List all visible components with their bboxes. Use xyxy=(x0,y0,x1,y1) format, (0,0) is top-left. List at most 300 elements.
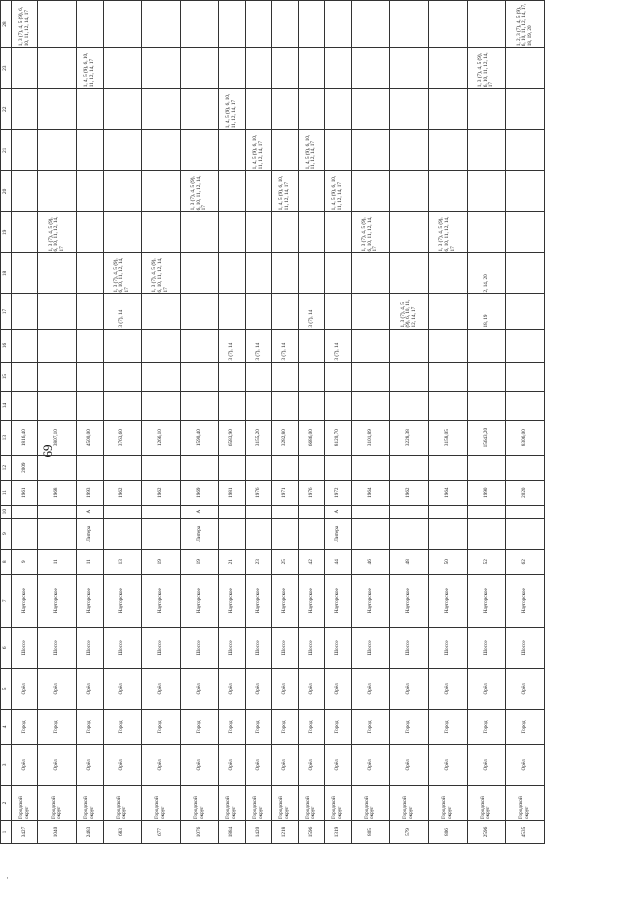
table-cell: Шоссе xyxy=(351,627,390,668)
table-cell: Орёл xyxy=(180,668,219,709)
table-cell: Городской округ xyxy=(467,785,506,820)
table-cell xyxy=(390,1,429,48)
table-cell xyxy=(467,130,506,171)
table-cell xyxy=(180,212,219,253)
table-cell xyxy=(77,294,103,329)
table-cell: Шоссе xyxy=(390,627,429,668)
table-cell: 1, 3 (7), 4, 5 (9), 6, 10, 11, 12, 14, 17 xyxy=(351,212,390,253)
table-cell xyxy=(325,212,351,253)
column-header: 10 xyxy=(1,505,12,518)
column-header: 6 xyxy=(1,627,12,668)
column-header: 18 xyxy=(1,253,12,294)
table-cell xyxy=(142,294,181,329)
table-cell xyxy=(298,518,324,549)
table-cell xyxy=(77,329,103,362)
table-cell: 3 (7), 14 xyxy=(103,294,142,329)
table-cell xyxy=(390,391,429,420)
table-cell: Шоссе xyxy=(506,627,545,668)
table-cell: 21 xyxy=(219,549,245,574)
table-cell xyxy=(272,1,298,48)
table-cell xyxy=(180,294,219,329)
table-cell xyxy=(428,455,467,480)
table-cell: 1, 4, 5 (9), 6, 10, 11, 12, 14, 17 xyxy=(245,130,271,171)
table-cell: 3 (7), 14 xyxy=(298,294,324,329)
table-cell: 13 xyxy=(103,549,142,574)
table-cell: Город xyxy=(103,709,142,744)
table-cell: Литера xyxy=(77,518,103,549)
table-cell: Орёл xyxy=(38,744,77,785)
table-cell: 1076 xyxy=(180,820,219,843)
table-cell xyxy=(103,171,142,212)
table-body xyxy=(12,1,545,844)
table-cell xyxy=(180,130,219,171)
table-cell: 805 xyxy=(351,820,390,843)
table-cell: Наугорское xyxy=(77,574,103,627)
table-cell xyxy=(12,89,38,130)
table-cell xyxy=(103,48,142,89)
table-cell xyxy=(38,171,77,212)
table-cell: Орёл xyxy=(219,744,245,785)
column-header: 7 xyxy=(1,574,12,627)
table-cell: Шоссе xyxy=(12,627,38,668)
table-cell: Орёл xyxy=(351,668,390,709)
table-cell xyxy=(428,391,467,420)
table-cell: Орёл xyxy=(325,744,351,785)
table-cell xyxy=(325,362,351,391)
table-cell: 18, 19 xyxy=(467,294,506,329)
table-cell: 1961 xyxy=(12,480,38,505)
table-cell: А xyxy=(77,505,103,518)
table-cell xyxy=(506,391,545,420)
table-cell xyxy=(103,505,142,518)
table-cell xyxy=(12,391,38,420)
table-cell xyxy=(428,294,467,329)
table-cell: Орёл xyxy=(142,668,181,709)
table-cell: 2009 xyxy=(12,455,38,480)
table-cell xyxy=(103,212,142,253)
table-cell: Орёл xyxy=(245,744,271,785)
table-cell xyxy=(506,130,545,171)
table-cell xyxy=(298,329,324,362)
table-cell: Городской округ xyxy=(12,785,38,820)
table-cell xyxy=(103,455,142,480)
table-cell xyxy=(272,455,298,480)
table-cell: Наугорское xyxy=(142,574,181,627)
table-cell xyxy=(428,505,467,518)
table-cell: 1, 3 (7), 4, 5 (9), 6, 10, 11, 12, 14, 17 xyxy=(180,171,219,212)
table-cell: 42 xyxy=(298,549,324,574)
table-cell: Орёл xyxy=(103,668,142,709)
table-cell xyxy=(390,130,429,171)
table-cell: Наугорское xyxy=(467,574,506,627)
table-cell xyxy=(12,212,38,253)
table-cell: 52 xyxy=(467,549,506,574)
table-cell xyxy=(245,48,271,89)
table-cell xyxy=(428,1,467,48)
table-row xyxy=(428,1,467,844)
table-cell xyxy=(77,130,103,171)
table-cell: Орёл xyxy=(298,668,324,709)
table-cell xyxy=(77,1,103,48)
table-cell: Орёл xyxy=(325,668,351,709)
table-cell xyxy=(325,391,351,420)
table-cell xyxy=(103,362,142,391)
table-cell xyxy=(12,505,38,518)
table-row xyxy=(180,1,219,844)
table-cell xyxy=(77,391,103,420)
table-cell: Шоссе xyxy=(142,627,181,668)
column-header: 15 xyxy=(1,362,12,391)
table-cell: Орёл xyxy=(272,744,298,785)
table-cell xyxy=(103,518,142,549)
table-cell: Городской округ xyxy=(428,785,467,820)
table-cell xyxy=(351,48,390,89)
table-cell: 11 xyxy=(38,549,77,574)
table-cell xyxy=(245,253,271,294)
table-cell xyxy=(142,455,181,480)
table-cell xyxy=(298,253,324,294)
table-cell xyxy=(12,130,38,171)
table-cell: 2483 xyxy=(77,820,103,843)
table-cell xyxy=(38,518,77,549)
table-cell: 1218 xyxy=(272,820,298,843)
table-cell xyxy=(506,294,545,329)
table-row xyxy=(38,1,77,844)
table-cell: 19 xyxy=(142,549,181,574)
table-cell: 1, 3 (7), 4, 5 (9), 6, 10, 11, 12, 14, 17 xyxy=(428,212,467,253)
table-cell xyxy=(219,48,245,89)
table-cell xyxy=(219,1,245,48)
table-cell xyxy=(325,48,351,89)
table-cell: 1964 xyxy=(351,480,390,505)
table-cell xyxy=(77,455,103,480)
table-cell xyxy=(467,505,506,518)
table-cell: Орёл xyxy=(351,744,390,785)
table-cell xyxy=(219,455,245,480)
table-cell xyxy=(245,518,271,549)
table-cell: Шоссе xyxy=(38,627,77,668)
table-cell xyxy=(38,362,77,391)
table-cell: Наугорское xyxy=(12,574,38,627)
table-cell: 6583,90 xyxy=(219,420,245,455)
table-cell: Город xyxy=(390,709,429,744)
table-cell xyxy=(467,212,506,253)
table-cell xyxy=(245,505,271,518)
table-cell xyxy=(325,89,351,130)
column-header: 28 xyxy=(1,1,12,48)
table-cell xyxy=(506,362,545,391)
table-cell: 1, 3 (7), 4, 5 (9), 6, 10, 11, 12, 14, 17 xyxy=(12,1,38,48)
table-cell xyxy=(12,294,38,329)
table-cell xyxy=(245,1,271,48)
table-cell xyxy=(390,329,429,362)
table-cell xyxy=(272,505,298,518)
table-cell xyxy=(103,1,142,48)
table-cell xyxy=(12,48,38,89)
table-cell: Городской округ xyxy=(351,785,390,820)
table-cell: Городской округ xyxy=(77,785,103,820)
table-cell: 1, 4, 5 (9), 6, 10, 11, 12, 14, 17 xyxy=(77,48,103,89)
table-cell: Городской округ xyxy=(245,785,271,820)
table-cell: 1, 3 (7), 4, 5 (9), 6, 10, 11, 12, 14, 17 xyxy=(103,253,142,294)
table-cell xyxy=(351,294,390,329)
table-cell: Наугорское xyxy=(219,574,245,627)
table-cell: 46 xyxy=(351,549,390,574)
table-cell xyxy=(351,329,390,362)
table-cell: Орёл xyxy=(245,668,271,709)
table-cell xyxy=(38,294,77,329)
table-cell xyxy=(38,455,77,480)
table-cell: Город xyxy=(180,709,219,744)
table-cell: Городской округ xyxy=(298,785,324,820)
table-cell: 8120,70 xyxy=(325,420,351,455)
table-cell: Наугорское xyxy=(272,574,298,627)
table-cell xyxy=(428,518,467,549)
table-cell xyxy=(142,362,181,391)
table-cell: Город xyxy=(142,709,181,744)
table-cell: 1962 xyxy=(103,480,142,505)
table-cell xyxy=(245,171,271,212)
table-cell: Орёл xyxy=(467,744,506,785)
stray-mark: · xyxy=(6,873,9,883)
table-cell xyxy=(467,455,506,480)
table-cell xyxy=(506,89,545,130)
table-cell: Шоссе xyxy=(103,627,142,668)
table-cell xyxy=(298,89,324,130)
table-cell xyxy=(298,212,324,253)
column-header: 3 xyxy=(1,744,12,785)
table-cell xyxy=(428,362,467,391)
table-cell: Наугорское xyxy=(298,574,324,627)
table-cell: Шоссе xyxy=(245,627,271,668)
table-cell: Орёл xyxy=(77,668,103,709)
table-cell xyxy=(245,212,271,253)
table-cell: 1968 xyxy=(38,480,77,505)
table-cell xyxy=(467,329,506,362)
table-cell: Городской округ xyxy=(38,785,77,820)
table-cell: 3 (7), 14 xyxy=(272,329,298,362)
table-cell: 3155,20 xyxy=(245,420,271,455)
table-cell xyxy=(390,362,429,391)
table-cell: 3763,60 xyxy=(103,420,142,455)
table-cell xyxy=(351,518,390,549)
table-row xyxy=(12,1,38,844)
table-cell xyxy=(142,391,181,420)
table-cell: 1, 4, 5 (9), 6, 10, 11, 12, 14, 17 xyxy=(298,130,324,171)
table-cell xyxy=(142,518,181,549)
table-cell: 1, 3 (7), 4, 5 (9), 6, 10, 11, 12, 14, 17 xyxy=(142,253,181,294)
table-cell: 1, 3 (7), 4, 5 (9), 6, 10, 11, 12, 14, 17 xyxy=(38,212,77,253)
table-cell xyxy=(506,48,545,89)
table-row xyxy=(467,1,506,844)
table-cell: 1266,10 xyxy=(142,420,181,455)
table-row xyxy=(298,1,324,844)
table-cell: 4500,00 xyxy=(77,420,103,455)
table-cell: Город xyxy=(467,709,506,744)
column-number-row xyxy=(1,1,12,844)
table-cell xyxy=(245,455,271,480)
table-cell: Наугорское xyxy=(38,574,77,627)
table-cell: Городской округ xyxy=(103,785,142,820)
table-cell xyxy=(390,171,429,212)
table-cell: Городской округ xyxy=(390,785,429,820)
table-cell xyxy=(298,505,324,518)
table-cell xyxy=(245,294,271,329)
table-cell: 4535 xyxy=(506,820,545,843)
table-cell xyxy=(142,89,181,130)
table-cell: 677 xyxy=(142,820,181,843)
table-cell xyxy=(219,130,245,171)
table-cell xyxy=(506,171,545,212)
table-cell xyxy=(12,329,38,362)
table-cell: Город xyxy=(351,709,390,744)
table-cell xyxy=(180,1,219,48)
table-cell xyxy=(351,89,390,130)
table-cell xyxy=(219,362,245,391)
table-cell xyxy=(180,329,219,362)
table-cell: Город xyxy=(77,709,103,744)
table-cell: Шоссе xyxy=(298,627,324,668)
table-cell xyxy=(245,391,271,420)
table-cell xyxy=(351,171,390,212)
table-cell xyxy=(325,294,351,329)
table-cell xyxy=(428,171,467,212)
table-cell xyxy=(77,362,103,391)
table-cell xyxy=(142,505,181,518)
table-cell: 3228,38 xyxy=(390,420,429,455)
column-header: 2 xyxy=(1,785,12,820)
table-cell xyxy=(219,294,245,329)
table-cell: 1, 4, 5 (9), 6, 10, 11, 12, 14, 17 xyxy=(272,171,298,212)
table-cell xyxy=(38,391,77,420)
table-cell xyxy=(298,362,324,391)
table-cell xyxy=(103,329,142,362)
table-cell xyxy=(38,89,77,130)
table-cell xyxy=(38,48,77,89)
table-cell: 1976 xyxy=(298,480,324,505)
table-cell: 19 xyxy=(180,549,219,574)
table-cell xyxy=(390,253,429,294)
column-header: 20 xyxy=(1,171,12,212)
table-cell: Орёл xyxy=(142,744,181,785)
table-cell: Шоссе xyxy=(325,627,351,668)
table-cell xyxy=(428,130,467,171)
table-cell xyxy=(428,329,467,362)
table-cell: Шоссе xyxy=(77,627,103,668)
column-header: 14 xyxy=(1,391,12,420)
table-cell: Город xyxy=(272,709,298,744)
table-cell: Литера xyxy=(180,518,219,549)
table-cell xyxy=(219,171,245,212)
table-cell: 1884 xyxy=(219,820,245,843)
table-cell: Наугорское xyxy=(180,574,219,627)
table-cell: 1420 xyxy=(245,820,271,843)
table-cell: Городской округ xyxy=(325,785,351,820)
table-cell: 683 xyxy=(103,820,142,843)
table-cell: Город xyxy=(12,709,38,744)
table-cell: 15643,20 xyxy=(467,420,506,455)
table-cell: 1319 xyxy=(325,820,351,843)
table-cell xyxy=(390,505,429,518)
table-cell: 1, 3 (7), 4, 5 (9), 6, 10, 11, 12, 14, 17 xyxy=(390,294,429,329)
table-cell: 579 xyxy=(390,820,429,843)
table-cell xyxy=(12,253,38,294)
table-cell xyxy=(351,455,390,480)
table-cell xyxy=(103,89,142,130)
table-cell xyxy=(298,455,324,480)
table-cell xyxy=(219,212,245,253)
table-cell xyxy=(12,171,38,212)
table-cell: Орёл xyxy=(180,744,219,785)
table-cell: А xyxy=(180,505,219,518)
table-cell: 44 xyxy=(325,549,351,574)
table-cell xyxy=(298,48,324,89)
table-cell: Наугорское xyxy=(390,574,429,627)
table-cell: 3 (7), 14 xyxy=(325,329,351,362)
table-cell xyxy=(77,171,103,212)
page-number: 69 xyxy=(40,444,55,458)
table-cell xyxy=(272,253,298,294)
table-cell xyxy=(325,1,351,48)
table-row xyxy=(390,1,429,844)
table-cell: Орёл xyxy=(428,744,467,785)
table-cell: Орёл xyxy=(219,668,245,709)
table-cell xyxy=(351,505,390,518)
table-row xyxy=(272,1,298,844)
column-header: 11 xyxy=(1,480,12,505)
table-cell: Город xyxy=(428,709,467,744)
table-cell: Городской округ xyxy=(142,785,181,820)
table-cell: 3158,05 xyxy=(428,420,467,455)
table-cell: 1, 4, 5 (9), 6, 10, 11, 12, 14, 17 xyxy=(219,89,245,130)
table-cell xyxy=(245,362,271,391)
column-header: 19 xyxy=(1,212,12,253)
table-cell xyxy=(272,130,298,171)
table-cell xyxy=(506,253,545,294)
table-cell: 3 (7), 14 xyxy=(219,329,245,362)
column-header: 22 xyxy=(1,89,12,130)
column-header: 5 xyxy=(1,668,12,709)
table-cell xyxy=(38,329,77,362)
table-cell: Город xyxy=(298,709,324,744)
table-cell: Наугорское xyxy=(506,574,545,627)
column-header: 13 xyxy=(1,420,12,455)
table-cell xyxy=(325,253,351,294)
table-row xyxy=(351,1,390,844)
table-cell: 1969 xyxy=(180,480,219,505)
table-cell: Шоссе xyxy=(180,627,219,668)
table-cell xyxy=(180,362,219,391)
table-cell xyxy=(12,518,38,549)
table-cell: 2, 14, 20 xyxy=(467,253,506,294)
table-cell xyxy=(467,518,506,549)
table-row xyxy=(506,1,545,844)
table-cell xyxy=(506,518,545,549)
table-cell: 3101,89 xyxy=(351,420,390,455)
table-cell: Орёл xyxy=(103,744,142,785)
table-cell: 9 xyxy=(12,549,38,574)
table-cell xyxy=(142,212,181,253)
table-cell xyxy=(219,505,245,518)
table-cell: 1976 xyxy=(245,480,271,505)
table-cell: Орёл xyxy=(467,668,506,709)
column-header: 1 xyxy=(1,820,12,843)
column-header: 9 xyxy=(1,518,12,549)
table-cell xyxy=(351,253,390,294)
table-cell: 2020 xyxy=(506,480,545,505)
table-cell: 1972 xyxy=(325,480,351,505)
table-cell xyxy=(142,1,181,48)
